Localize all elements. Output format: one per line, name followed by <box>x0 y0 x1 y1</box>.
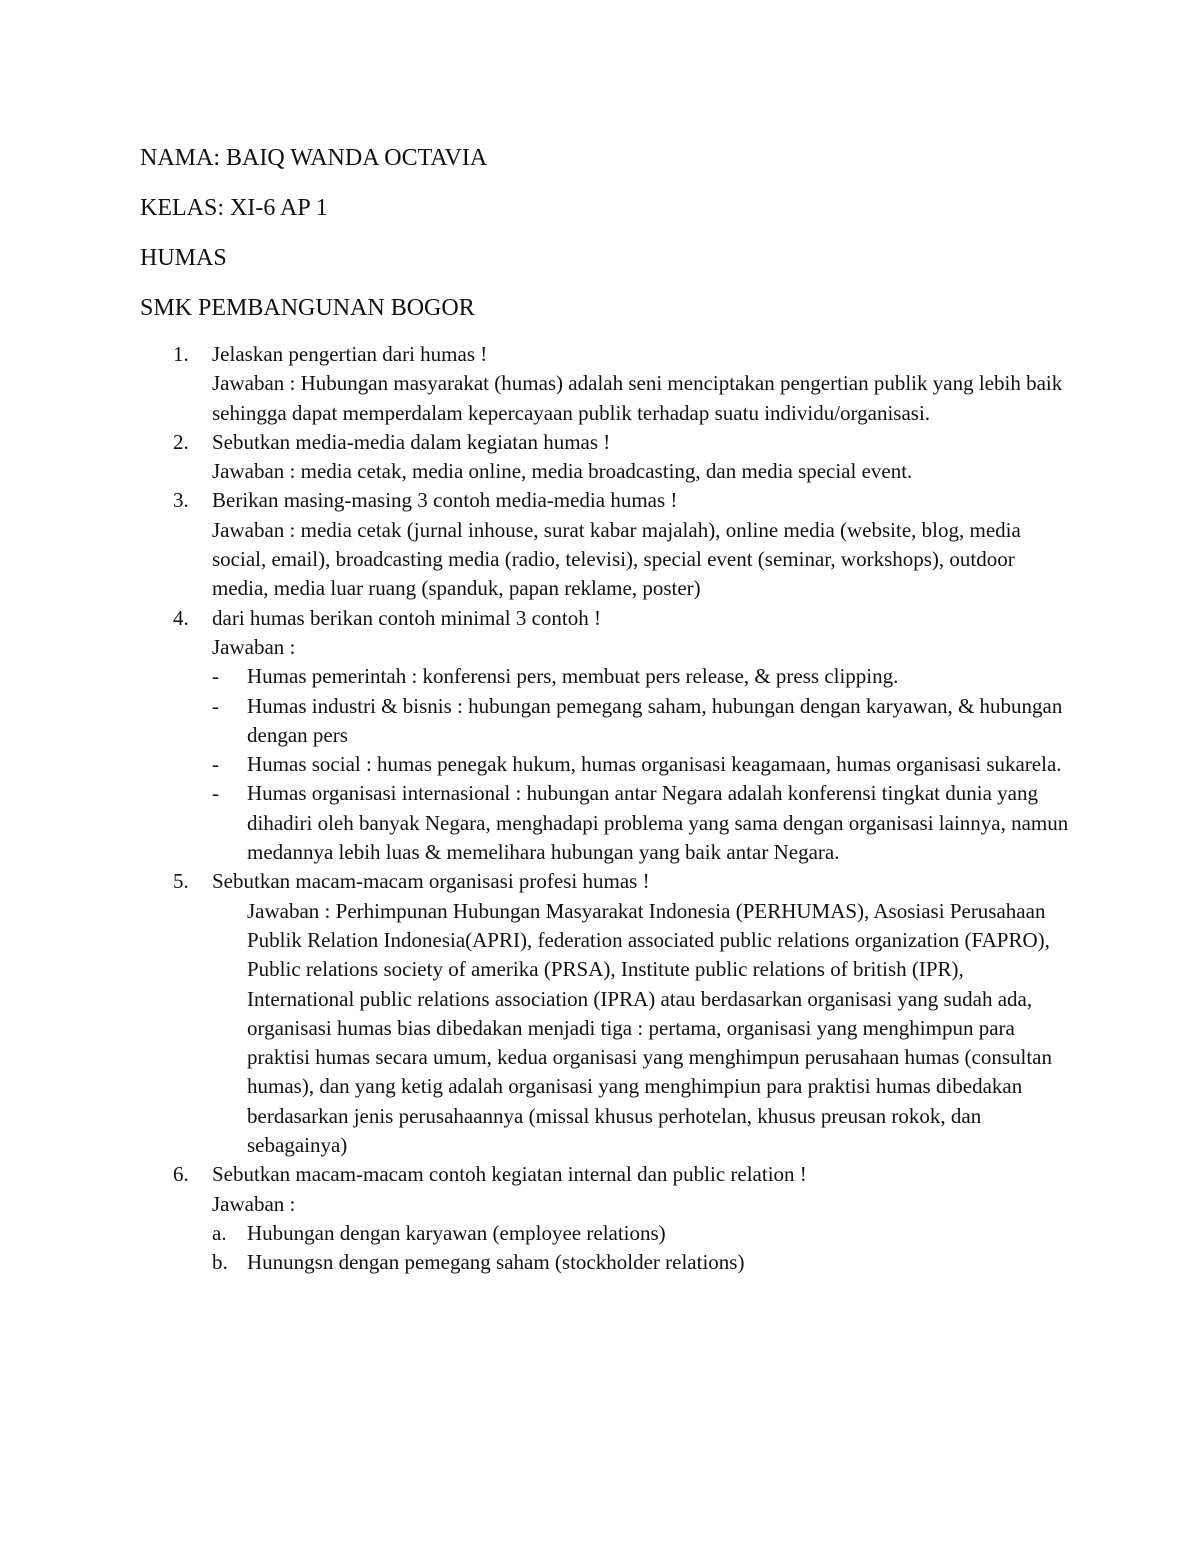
question-number: 6. <box>173 1162 189 1187</box>
list-item <box>212 1248 1070 1277</box>
answer-sub-list <box>212 1219 1070 1278</box>
question-list <box>140 340 1070 1278</box>
list-item-text: Hunungsn dengan pemegang saham (stockholder relations) <box>247 1250 745 1275</box>
question-number: 5. <box>173 869 189 894</box>
answer-text: Jawaban : media cetak, media online, media broadcasting, dan media special event. <box>212 459 913 484</box>
subject-title: HUMAS <box>140 245 227 271</box>
question-item <box>140 340 1070 428</box>
list-item-text: Humas social : humas penegak hukum, humas organisasi keagamaan, humas organisasi sukarela. <box>247 752 1062 777</box>
student-name: NAMA: BAIQ WANDA OCTAVIA <box>140 145 488 171</box>
list-marker: b. <box>212 1250 228 1275</box>
list-item-text: Humas industri & bisnis : hubungan pemegang saham, hubungan dengan karyawan, & hubungan dengan pers <box>247 693 1063 747</box>
list-item <box>212 750 1070 779</box>
question-item <box>140 604 1070 868</box>
question-text: Sebutkan macam-macam contoh kegiatan internal dan public relation ! <box>212 1162 807 1187</box>
question-number: 2. <box>173 429 189 454</box>
school-name: SMK PEMBANGUNAN BOGOR <box>140 295 475 321</box>
question-text: Sebutkan macam-macam organisasi profesi humas ! <box>212 869 650 894</box>
list-item-text: Humas pemerintah : konferensi pers, membuat pers release, & press clipping. <box>247 664 899 689</box>
answer-text: Jawaban : Perhimpunan Hubungan Masyarakat Indonesia (PERHUMAS), Asosiasi Perusahaan Publik Relation Indonesia(APRI), federation associated public relations organization (FAPRO), Public relations society of amerika (PRSA), Institute public relations of british (IPR), International public relations association (IPRA) atau berdasarkan organisasi yang sudah ada, organisasi humas bias dibedakan menjadi tiga : pertama, organisasi yang menghimpun para praktisi humas secara umum, kedua organisasi yang menghimpun perusahaan humas (consultan humas), dan yang ketig adalah organisasi yang menghimpiun para praktisi humas dibedakan berdasarkan jenis perusahaannya (missal khusus perhotelan, khusus preusan rokok, dan sebagainya) <box>247 898 1052 1158</box>
list-item <box>212 662 1070 691</box>
question-text: Sebutkan media-media dalam kegiatan humas ! <box>212 429 611 454</box>
list-item <box>212 779 1070 867</box>
list-item-text: Hubungan dengan karyawan (employee relations) <box>247 1220 666 1245</box>
list-item-text: Humas organisasi internasional : hubungan antar Negara adalah konferensi tingkat dunia yang dihadiri oleh banyak Negara, menghadapi problema yang sama dengan organisasi lainnya, namun medannya lebih luas & memelihara hubungan yang baik antar Negara. <box>247 781 1069 865</box>
answer-text: Jawaban : <box>212 634 296 659</box>
list-item <box>212 1219 1070 1248</box>
list-marker: - <box>212 752 219 777</box>
answer-text: Jawaban : <box>212 1191 296 1216</box>
student-class: KELAS: XI-6 AP 1 <box>140 195 328 221</box>
list-marker: - <box>212 781 219 806</box>
answer-text: Jawaban : media cetak (jurnal inhouse, surat kabar majalah), online media (website, blog, media social, email), broadcasting media (radio, televisi), special event (seminar, workshops), outdoor media, media luar ruang (spanduk, papan reklame, poster) <box>212 517 1021 601</box>
question-item <box>140 486 1070 603</box>
answer-text: Jawaban : Hubungan masyarakat (humas) adalah seni menciptakan pengertian publik yang lebih baik sehingga dapat memperdalam kepercayaan publik terhadap suatu individu/organisasi. <box>212 371 1063 425</box>
list-marker: - <box>212 664 219 689</box>
list-item <box>212 692 1070 751</box>
answer-sub-list <box>212 662 1070 867</box>
question-number: 4. <box>173 605 189 630</box>
question-number: 3. <box>173 488 189 513</box>
question-item <box>140 867 1070 1160</box>
question-text: dari humas berikan contoh minimal 3 contoh ! <box>212 605 601 630</box>
question-number: 1. <box>173 342 189 366</box>
list-marker: a. <box>212 1220 227 1245</box>
question-text: Jelaskan pengertian dari humas ! <box>212 342 488 366</box>
question-item <box>140 1160 1070 1277</box>
list-marker: - <box>212 693 219 718</box>
question-text: Berikan masing-masing 3 contoh media-media humas ! <box>212 488 678 513</box>
question-item <box>140 428 1070 487</box>
